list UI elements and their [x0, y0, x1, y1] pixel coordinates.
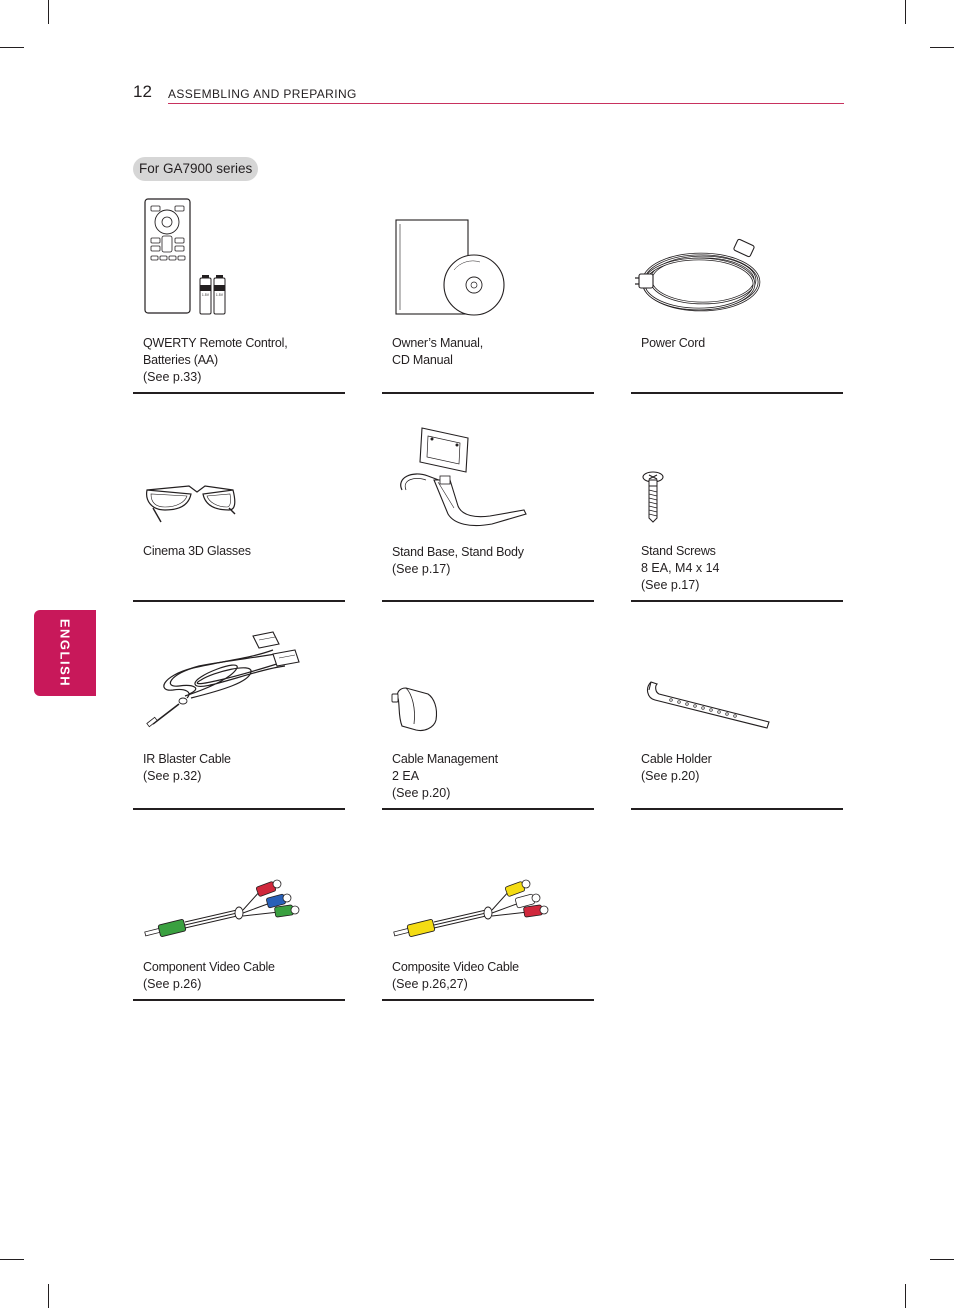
item-rule [382, 600, 594, 602]
item-rule [133, 999, 345, 1001]
composite-cable-icon [382, 836, 594, 946]
page-number: 12 [133, 82, 152, 101]
item-rule [631, 808, 843, 810]
remote-control-icon [133, 190, 345, 320]
item-name: QWERTY Remote Control, [143, 336, 288, 350]
battery-label: 1.5V [201, 293, 210, 297]
item-rule [133, 600, 345, 602]
item-name: CD Manual [392, 353, 453, 367]
item-name: Cable Management [392, 752, 498, 766]
item-name: Owner’s Manual, [392, 336, 484, 350]
item-rule [133, 808, 345, 810]
item-name: Batteries (AA) [143, 353, 219, 367]
item-rule [631, 600, 843, 602]
section-title: ASSEMBLING AND PREPARING [168, 87, 357, 101]
item-detail: 2 EA [392, 769, 420, 783]
item-detail: (See p.26,27) [392, 977, 468, 991]
item-detail: (See p.32) [143, 769, 202, 783]
item-rule [133, 392, 345, 394]
crop-mark [905, 0, 906, 24]
crop-mark [0, 1259, 24, 1260]
item-name: Cinema 3D Glasses [143, 544, 251, 558]
item-name: Component Video Cable [143, 960, 275, 974]
item-detail: (See p.33) [143, 370, 202, 384]
item-detail: (See p.26) [143, 977, 202, 991]
item-name: Stand Base, Stand Body [392, 545, 524, 559]
item-rule [382, 392, 594, 394]
item-name: Cable Holder [641, 752, 712, 766]
crop-mark [48, 1284, 49, 1308]
item-rule [631, 392, 843, 394]
item-rule [382, 808, 594, 810]
header-rule [168, 103, 844, 104]
item-detail: (See p.20) [392, 786, 451, 800]
ir-blaster-icon [133, 628, 345, 738]
item-detail: (See p.17) [392, 562, 451, 576]
item-name: Stand Screws [641, 544, 716, 558]
component-cable-icon [133, 836, 345, 946]
item-detail: 8 EA, M4 x 14 [641, 561, 720, 575]
crop-mark [0, 47, 24, 48]
language-tab [34, 610, 96, 696]
crop-mark [905, 1284, 906, 1308]
screw-icon [631, 420, 843, 530]
manual-cd-icon [382, 190, 594, 320]
crop-mark [48, 0, 49, 24]
glasses-icon [133, 420, 345, 530]
power-cord-icon [631, 190, 843, 320]
item-detail: (See p.20) [641, 769, 700, 783]
crop-mark [930, 47, 954, 48]
item-name: IR Blaster Cable [143, 752, 231, 766]
cable-management-icon [382, 628, 594, 738]
crop-mark [930, 1259, 954, 1260]
language-tab-label: ENGLISH [57, 618, 73, 688]
item-rule [382, 999, 594, 1001]
item-name: Composite Video Cable [392, 960, 519, 974]
item-name: Power Cord [641, 336, 705, 350]
cable-holder-icon [631, 628, 843, 738]
item-detail: (See p.17) [641, 578, 700, 592]
series-badge: For GA7900 series [133, 157, 258, 181]
stand-icon [382, 420, 594, 530]
battery-label: 1.5V [215, 293, 224, 297]
